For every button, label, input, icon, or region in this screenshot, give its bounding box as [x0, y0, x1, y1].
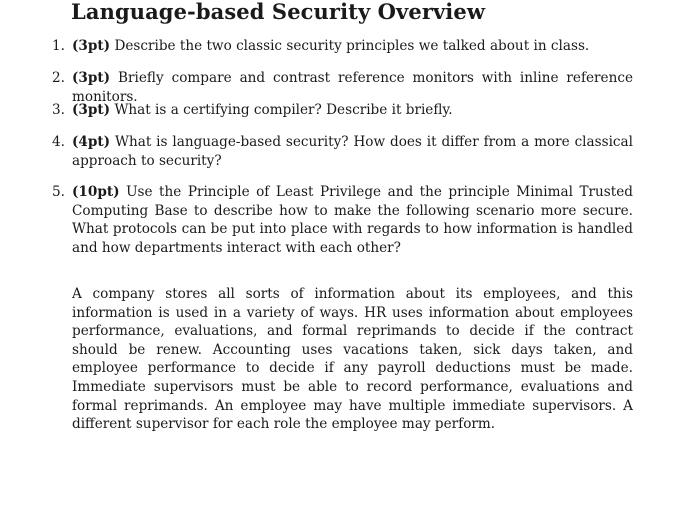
question-number: 5. [52, 184, 65, 200]
question-text: Describe the two classic security principles we talked about in class. [114, 38, 590, 54]
question-body [72, 37, 633, 56]
page-title: Language-based Security Overview [71, 0, 486, 24]
question-points: (10pt) [72, 184, 120, 200]
question-number: 1. [52, 38, 65, 54]
question-points: (3pt) [72, 38, 111, 54]
question-text: Briefly compare and contrast reference monitors with inline reference monitors. [72, 70, 633, 105]
question-points: (4pt) [72, 134, 111, 150]
question-body [72, 133, 633, 170]
question-text: What is a certifying compiler? Describe it briefly. [114, 102, 453, 118]
question-body [72, 101, 633, 120]
question-number: 3. [52, 102, 65, 118]
question-number: 2. [52, 70, 65, 86]
question-points: (3pt) [72, 102, 111, 118]
question-body [72, 183, 633, 257]
scenario-paragraph: A company stores all sorts of information about its employees, and this information is used in a variety of ways. HR uses information about employees performance, evaluations, and formal reprimands to decide if the contract should be renew. Accounting uses vacations taken, sick days taken, and employee performance to decide if any payroll deductions must be made. Immediate supervisors must be able to record performance, evaluations and formal reprimands. An employee may have multiple immediate supervisors. A different supervisor for each role the employee may perform. [72, 286, 633, 433]
question-points: (3pt) [72, 70, 111, 86]
question-text: Use the Principle of Least Privilege and the principle Minimal Trusted Computing Base to describe how to make the following scenario more secure. What protocols can be put into place with regards to how information is handled and how departments interact with each other? [72, 184, 633, 256]
question-text: What is language-based security? How does it differ from a more classical approach to security? [72, 134, 633, 169]
question-number: 4. [52, 134, 65, 150]
